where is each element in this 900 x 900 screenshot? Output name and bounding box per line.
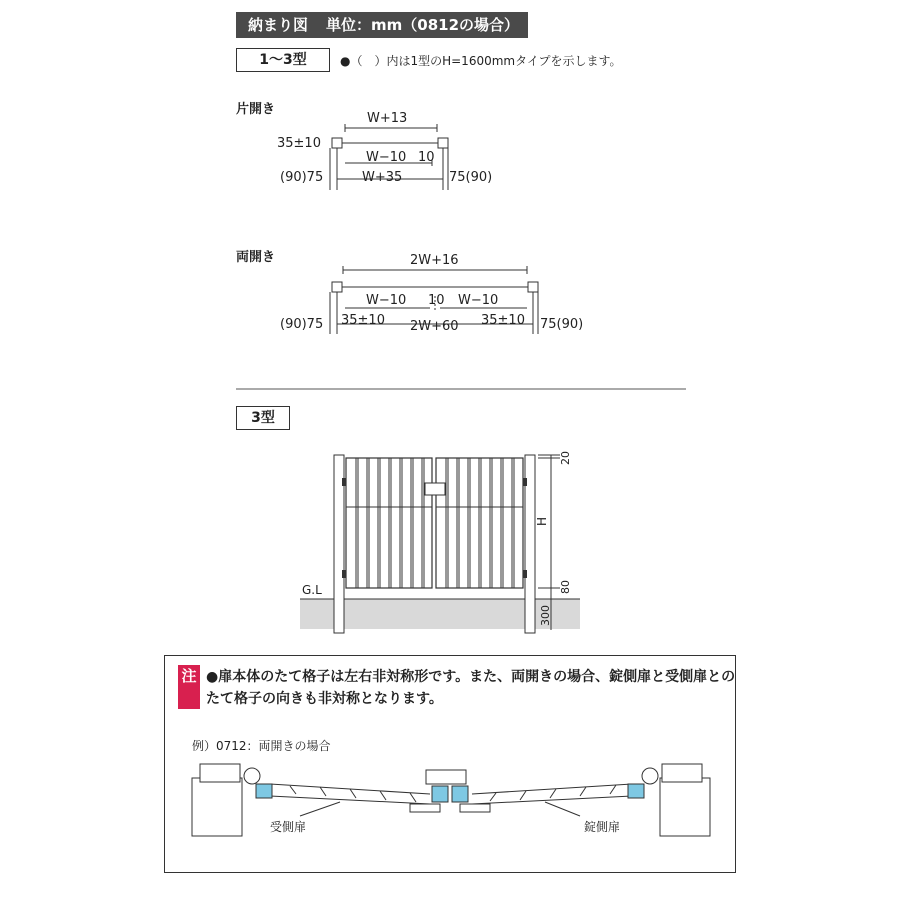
page-title: 納まり図 xyxy=(248,16,309,34)
single-total: W+35 xyxy=(362,170,403,185)
lock-door-label: 錠側扉 xyxy=(584,820,621,834)
double-gap-right: 35±10 xyxy=(481,313,525,328)
caution-tag: 注 xyxy=(178,665,200,709)
double-inner-left: W−10 xyxy=(366,293,407,308)
double-total: 2W+60 xyxy=(410,319,459,334)
single-post-left: (90)75 xyxy=(280,170,324,185)
section-label-3: 3型 xyxy=(236,406,290,430)
unit-label: 単位：mm（0812の場合） xyxy=(326,16,520,34)
single-inner: W−10 xyxy=(366,150,407,165)
single-open-title: 片開き xyxy=(236,102,276,117)
gate-lock xyxy=(425,483,445,495)
double-center-gap: 10 xyxy=(428,293,445,308)
double-gap-left: 35±10 xyxy=(341,313,385,328)
gl-label: G.L xyxy=(302,583,322,597)
receiving-door-label: 受側扉 xyxy=(270,820,307,834)
section-label-1-3: 1〜3型 xyxy=(236,48,330,72)
double-open-title: 両開き xyxy=(236,250,276,265)
example-label: 例）0712：両開きの場合 xyxy=(192,739,331,753)
gate-elevation xyxy=(300,455,580,633)
dim-top: 20 xyxy=(559,451,572,465)
single-gap-right: 10 xyxy=(418,150,435,165)
double-inner-right: W−10 xyxy=(458,293,499,308)
section-note: ●（ ）内は1型のH=1600mmタイプを示します。 xyxy=(340,54,622,68)
single-top-dim: W+13 xyxy=(367,111,408,126)
double-top-dim: 2W+16 xyxy=(410,253,459,268)
caution-text: ●扉本体のたて格子は左右非対称形です。また、両開きの場合、錠側扉と受側扉とのたて格子の向きも非対称となります。 xyxy=(206,669,736,707)
dim-ground: 300 xyxy=(539,605,552,626)
dim-h: H xyxy=(535,516,549,526)
dim-bottom: 80 xyxy=(559,580,572,594)
single-post-right: 75(90) xyxy=(449,170,493,185)
double-post-left: (90)75 xyxy=(280,317,324,332)
double-post-right: 75(90) xyxy=(540,317,584,332)
single-gap-left: 35±10 xyxy=(277,136,321,151)
